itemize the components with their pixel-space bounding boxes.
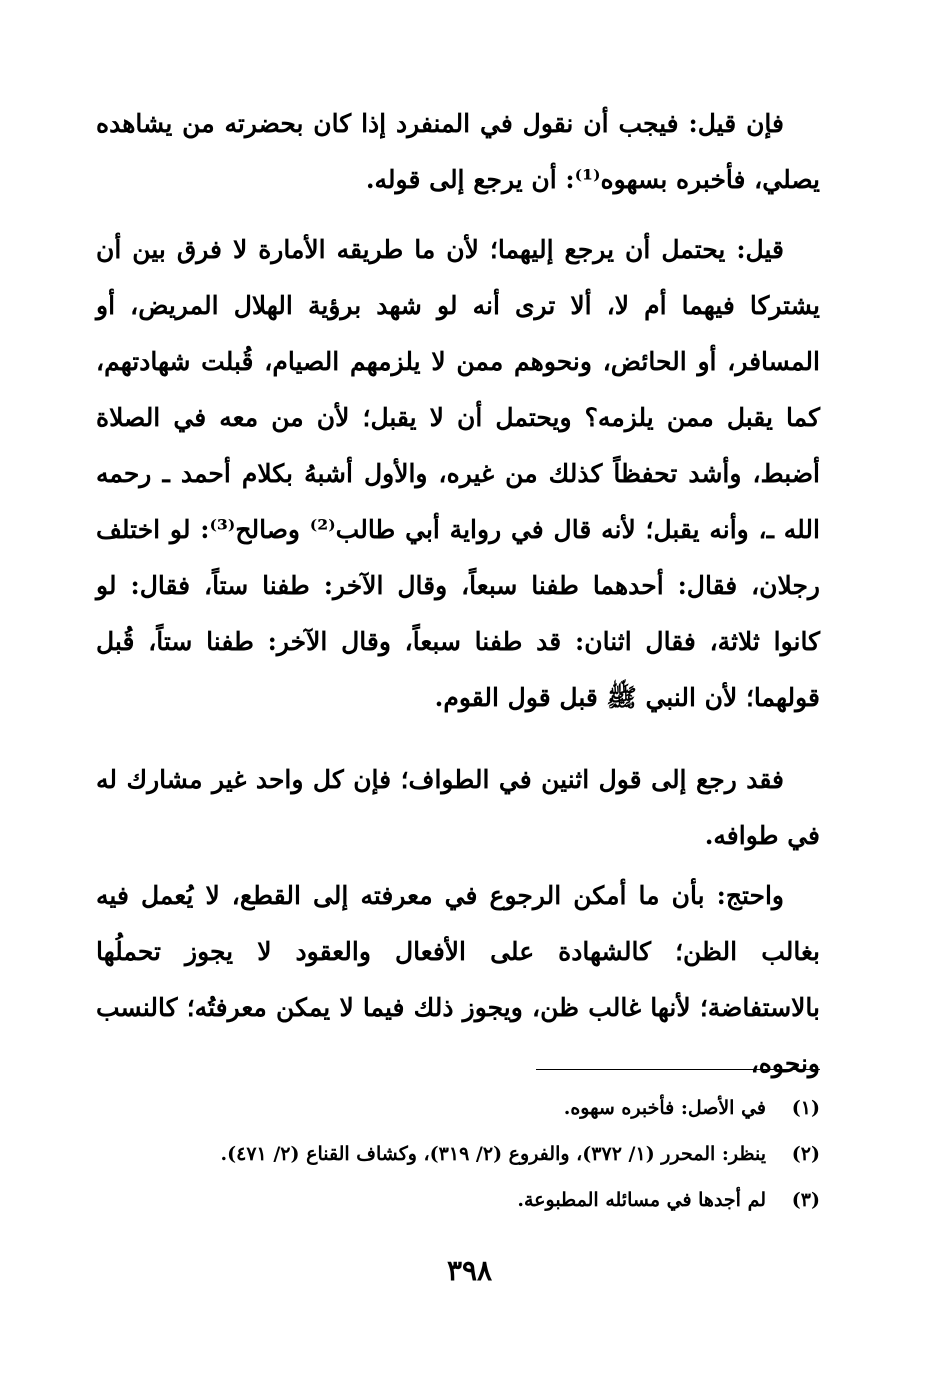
main-text-paragraph-1	[96, 96, 820, 208]
footnote-text: في الأصل: فأخبره سهوه.	[563, 1097, 766, 1119]
footnote-number: (١)	[791, 1097, 820, 1119]
paragraph-text: فإن قيل: فيجب أن نقول في المنفرد إذا كان بحضرته من يشاهده يصلي، فأخبره بسهوه⁽¹⁾: أن يرجع إلى قوله.	[96, 109, 820, 194]
footnote-item	[96, 1134, 820, 1174]
footnote-number: (٣)	[791, 1189, 820, 1211]
paragraph-text: قيل: يحتمل أن يرجع إليهما؛ لأن ما طريقه الأمارة لا فرق بين أن يشتركا فيهما أم لا، ألا ترى أنه لو شهد برؤية الهلال المريض، أو المسافر، أو الحائض، ونحوهم ممن لا يلزمهم الصيام، قُبلت شهادتهم، كما يقبل ممن يلزمه؟ ويحتمل أن لا يقبل؛ لأن من معه في الصلاة أضبط، وأشد تحفظاً كذلك من غيره، والأول أشبهُ بكلام أحمد ـ رحمه الله ـ، وأنه يقبل؛ لأنه قال في رواية أبي طالب⁽²⁾ وصالح⁽³⁾: لو اختلف رجلان، فقال: أحدهما طفنا سبعاً، وقال الآخر: طفنا ستاً، فقال: لو كانوا ثلاثة، فقال اثنان: قد طفنا سبعاً، وقال الآخر: طفنا ستاً، قُبل قولهما؛ لأن النبي ﷺ قبل قول القوم.	[96, 235, 820, 712]
footnote-text: لم أجدها في مسائله المطبوعة.	[517, 1189, 766, 1211]
page-number: ٣٩٨	[446, 1254, 493, 1287]
footnote-divider	[536, 1069, 820, 1070]
footnote-number: (٢)	[791, 1143, 820, 1165]
main-text-paragraph-2	[96, 222, 820, 726]
main-text-paragraph-3	[96, 752, 820, 864]
paragraph-text: واحتج: بأن ما أمكن الرجوع في معرفته إلى القطع، لا يُعمل فيه بغالب الظن؛ كالشهادة على الأفعال والعقود لا يجوز تحملُها بالاستفاضة؛ لأنها غالب ظن، ويجوز ذلك فيما لا يمكن معرفتُه؛ كالنسب ونحوه،	[96, 881, 820, 1078]
footnote-item	[96, 1088, 820, 1128]
main-text-paragraph-4	[96, 868, 820, 1092]
footnote-item	[96, 1180, 820, 1220]
footnotes-section	[96, 1088, 820, 1226]
paragraph-text: فقد رجع إلى قول اثنين في الطواف؛ فإن كل واحد غير مشارك له في طوافه.	[96, 765, 820, 850]
footnote-text: ينظر: المحرر (١/ ٣٧٢)، والفروع (٢/ ٣١٩)، وكشاف القناع (٢/ ٤٧١).	[220, 1143, 766, 1165]
